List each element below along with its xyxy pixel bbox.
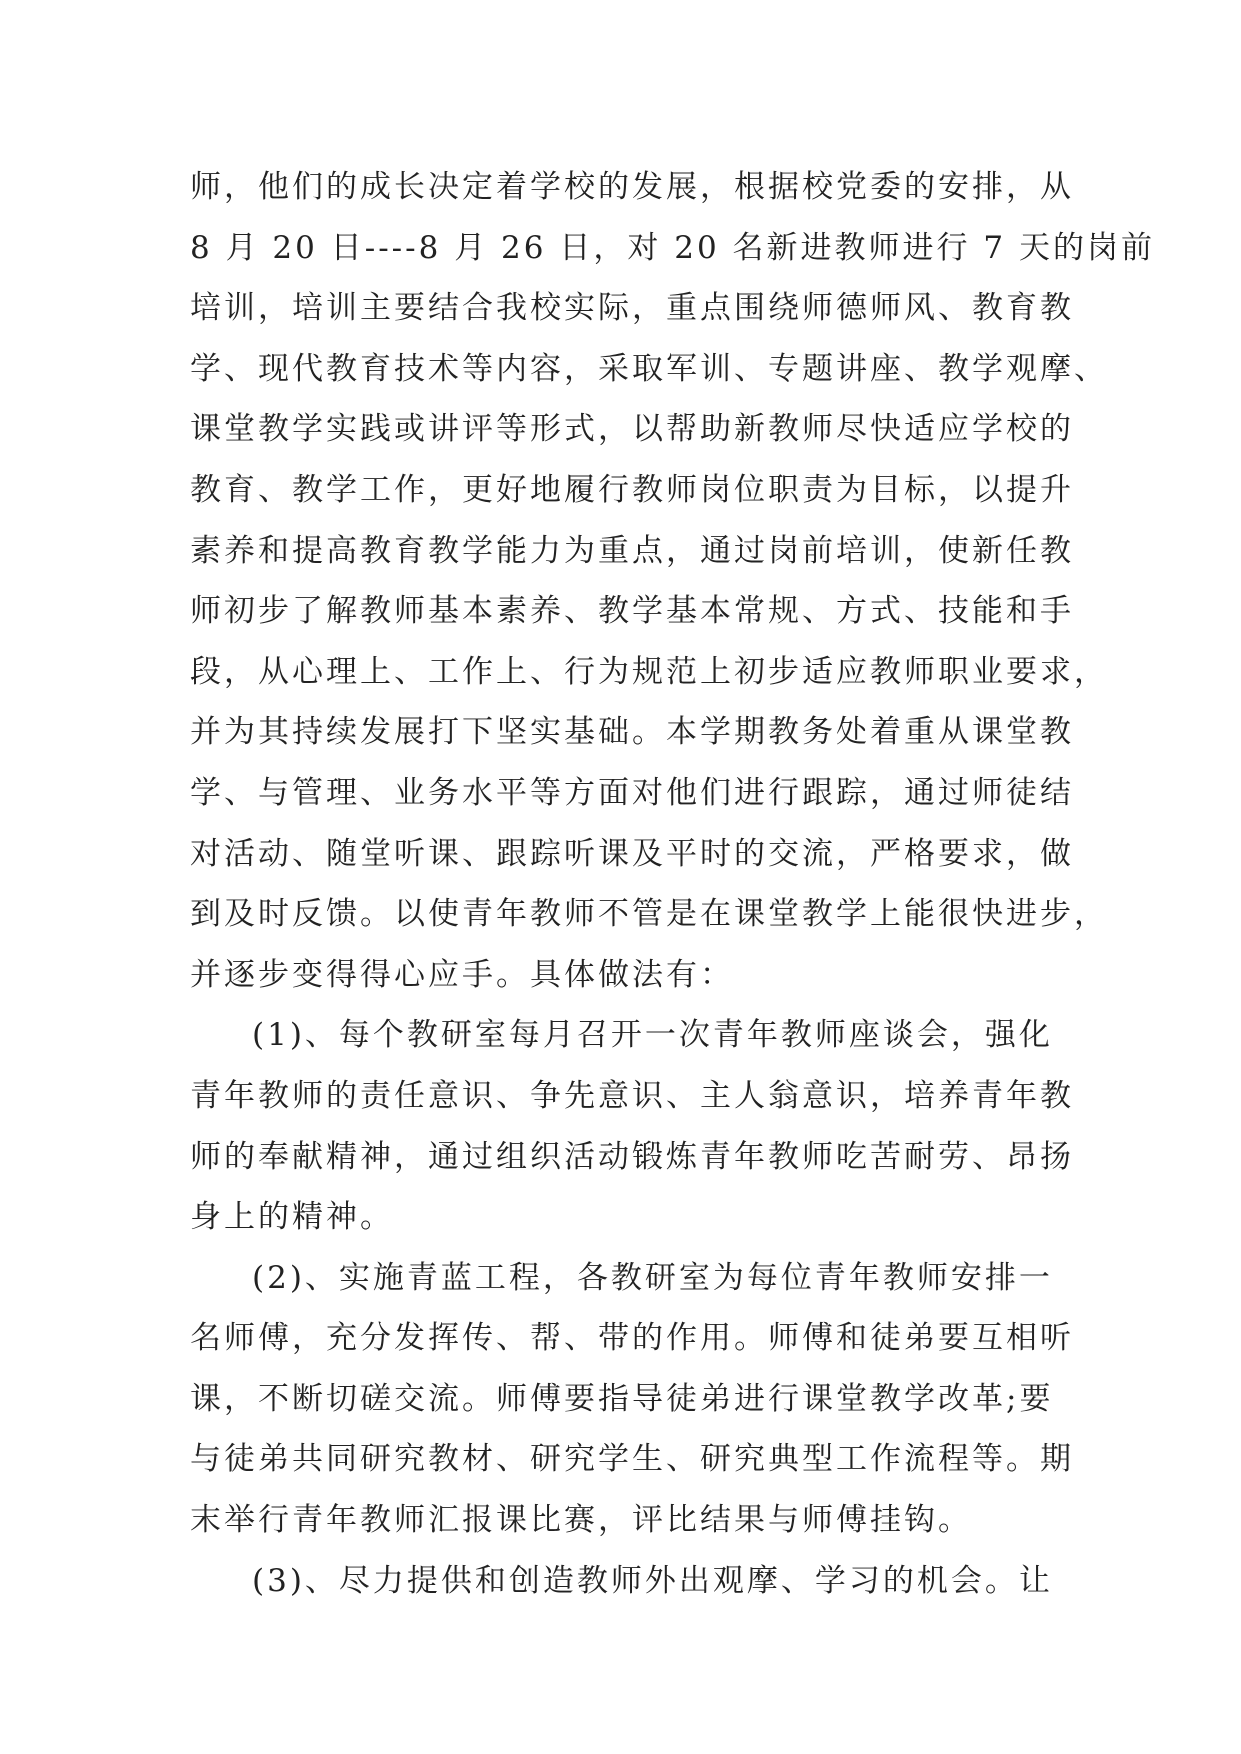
text-line: 段，从心理上、工作上、行为规范上初步适应教师职业要求， (190, 653, 1108, 690)
paragraph-start-line: (1)、每个教研室每月召开一次青年教师座谈会，强化 (252, 1017, 1053, 1054)
text-line: 教育、教学工作，更好地履行教师岗位职责为目标，以提升 (190, 471, 1074, 508)
text-line: 8 月 20 日----8 月 26 日，对 20 名新进教师进行 7 天的岗前 (190, 229, 1155, 266)
text-line: 与徒弟共同研究教材、研究学生、研究典型工作流程等。期 (190, 1441, 1074, 1478)
text-line: 末举行青年教师汇报课比赛，评比结果与师傅挂钩。 (190, 1502, 972, 1539)
text-line: 师初步了解教师基本素养、教学基本常规、方式、技能和手 (190, 593, 1074, 630)
text-line: 并为其持续发展打下坚实基础。本学期教务处着重从课堂教 (190, 714, 1074, 751)
text-line: 课堂教学实践或讲评等形式，以帮助新教师尽快适应学校的 (190, 411, 1074, 448)
paragraph-start-line: (3)、尽力提供和创造教师外出观摩、学习的机会。让 (252, 1562, 1053, 1599)
text-line: 名师傅，充分发挥传、帮、带的作用。师傅和徒弟要互相听 (190, 1320, 1074, 1357)
text-line: 身上的精神。 (190, 1199, 394, 1236)
text-line: 并逐步变得得心应手。具体做法有： (190, 956, 734, 993)
text-line: 对活动、随堂听课、跟踪听课及平时的交流，严格要求，做 (190, 835, 1074, 872)
text-line: 素养和提高教育教学能力为重点，通过岗前培训，使新任教 (190, 532, 1074, 569)
text-line: 到及时反馈。以使青年教师不管是在课堂教学上能很快进步， (190, 896, 1108, 933)
text-line: 师，他们的成长决定着学校的发展，根据校党委的安排，从 (190, 169, 1074, 205)
text-line: 学、与管理、业务水平等方面对他们进行跟踪，通过师徒结 (190, 774, 1074, 811)
text-line: 学、现代教育技术等内容，采取军训、专题讲座、教学观摩、 (190, 350, 1108, 387)
text-line: 培训，培训主要结合我校实际，重点围绕师德师风、教育教 (190, 290, 1074, 327)
paragraph-start-line: (2)、实施青蓝工程，各教研室为每位青年教师安排一 (252, 1259, 1053, 1296)
text-line: 课，不断切磋交流。师傅要指导徒弟进行课堂教学改革;要 (190, 1380, 1054, 1417)
body-text (190, 157, 1155, 1611)
text-line: 师的奉献精神，通过组织活动锻炼青年教师吃苦耐劳、昂扬 (190, 1138, 1074, 1175)
text-line: 青年教师的责任意识、争先意识、主人翁意识，培养青年教 (190, 1077, 1074, 1114)
